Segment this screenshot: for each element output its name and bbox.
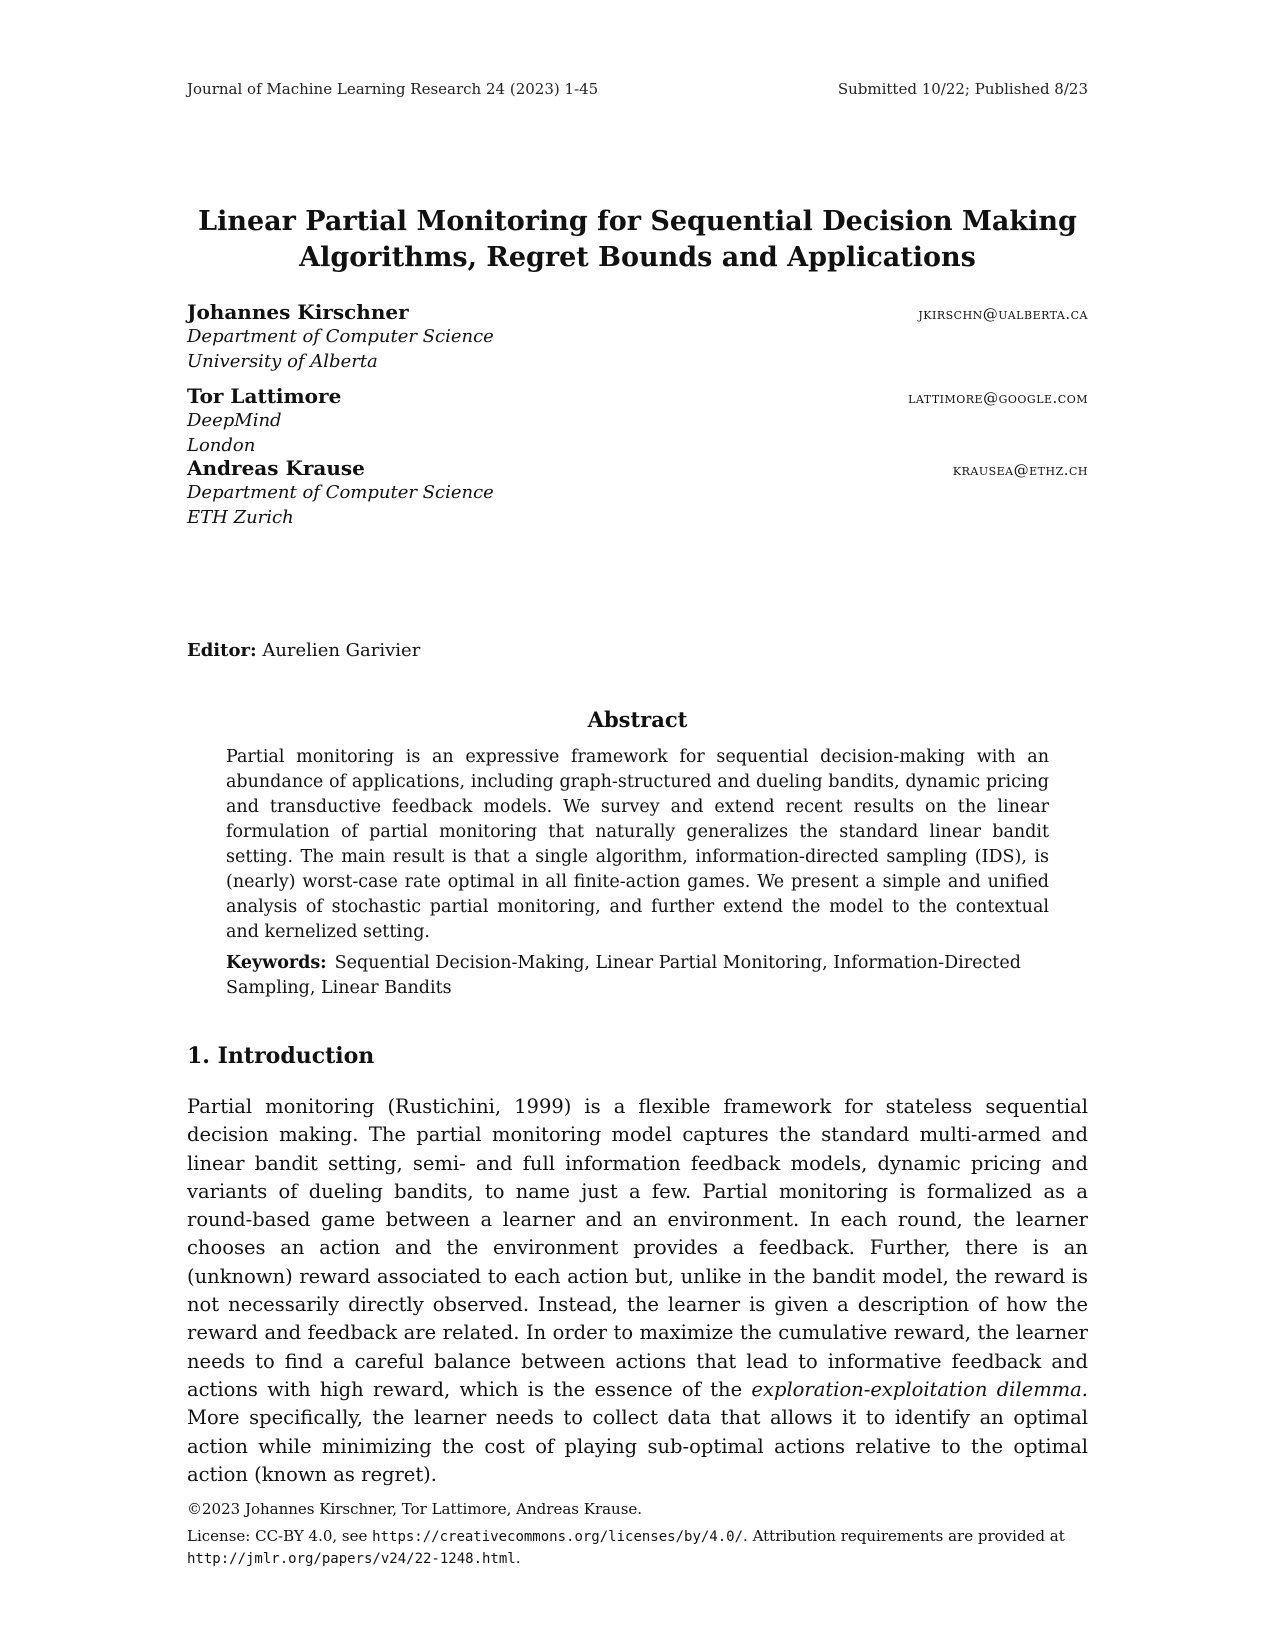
title-line-1: Linear Partial Monitoring for Sequential Decision Making [198,206,1077,237]
license-link[interactable]: https://creativecommons.org/licenses/by/4.0/ [372,1529,744,1545]
running-head [187,80,1088,98]
keywords-list: Sequential Decision-Making, Linear Partial Monitoring, Information-Directed Sampling, Linear Bandits [226,953,1021,998]
copyright-notice: ©2023 Johannes Kirschner, Tor Lattimore, Andreas Krause. [187,1500,643,1518]
author-block-lattimore [187,384,1088,458]
intro-emphasis: exploration-exploitation dilemma. [751,1377,1088,1401]
author-name: Johannes Kirschner [187,300,409,324]
author-affiliation: London [187,435,256,456]
abstract-text: Partial monitoring is an expressive framework for sequential decision-making with an abundance of applications, including graph-structured and dueling bandits, dynamic pricing and transductive feedback models. We survey and extend recent results on the linear formulation of partial monitoring that naturally generalizes the standard linear bandit setting. The main result is that a single algorithm, information-directed sampling (IDS), is (nearly) worst-case rate optimal in all finite-action games. We present a simple and unified analysis of stochastic partial monitoring, and further extend the model to the contextual and kernelized setting. [226,747,1049,942]
license-prefix: License: CC-BY 4.0, see [187,1527,373,1545]
introduction-paragraph [187,1093,1088,1489]
keywords [226,951,1049,1001]
author-email: lattimore@google.com [908,389,1088,407]
license-notice [187,1526,1088,1570]
editor-line [187,640,420,661]
paper-link[interactable]: http://jmlr.org/papers/v24/22-1248.html [187,1551,516,1567]
author-block-kirschner [187,300,1088,374]
editor-label: Editor: [187,640,257,661]
author-affiliation: DeepMind [187,410,282,431]
license-middle: . Attribution requirements are provided at [743,1527,1065,1545]
submission-dates: Submitted 10/22; Published 8/23 [837,80,1088,98]
author-email: krausea@ethz.ch [952,461,1088,479]
author-affiliation: Department of Computer Science [187,326,494,347]
section-heading-introduction: 1. Introduction [187,1043,375,1069]
paper-title [160,204,1115,276]
title-line-2: Algorithms, Regret Bounds and Applications [299,242,976,273]
abstract-heading: Abstract [587,707,688,732]
editor-name: Aurelien Garivier [262,640,421,661]
journal-citation: Journal of Machine Learning Research 24 (2023) 1-45 [187,80,599,98]
author-affiliation: ETH Zurich [187,507,294,528]
author-affiliation: University of Alberta [187,351,378,372]
intro-text-end: More specifically, the learner needs to collect data that allows it to identify an optimal action while minimizing the cost of playing sub-optimal actions relative to the optimal action (known as regret). [187,1406,1088,1486]
keywords-label: Keywords: [226,953,327,973]
author-name: Andreas Krause [187,456,365,480]
license-end: . [515,1549,521,1567]
author-email: jkirschn@ualberta.ca [918,305,1088,323]
intro-text-start: Partial monitoring (Rustichini, 1999) is a flexible framework for stateless sequential decision making. The partial monitoring model captures the standard multi-armed and linear bandit setting, semi- and full information feedback models, dynamic pricing and variants of dueling bandits, to name just a few. Partial monitoring is formalized as a round-based game between a learner and an environment. In each round, the learner chooses an action and the environment provides a feedback. Further, there is an (unknown) reward associated to each action but, unlike in the bandit model, the reward is not necessarily directly observed. Instead, the learner is given a description of how the reward and feedback are related. In order to maximize the cumulative reward, the learner needs to find a careful balance between actions that lead to informative feedback and actions with high reward, which is the essence of the [187,1095,1088,1401]
author-affiliation: Department of Computer Science [187,482,494,503]
author-name: Tor Lattimore [187,384,342,408]
author-block-krause [187,456,1088,530]
